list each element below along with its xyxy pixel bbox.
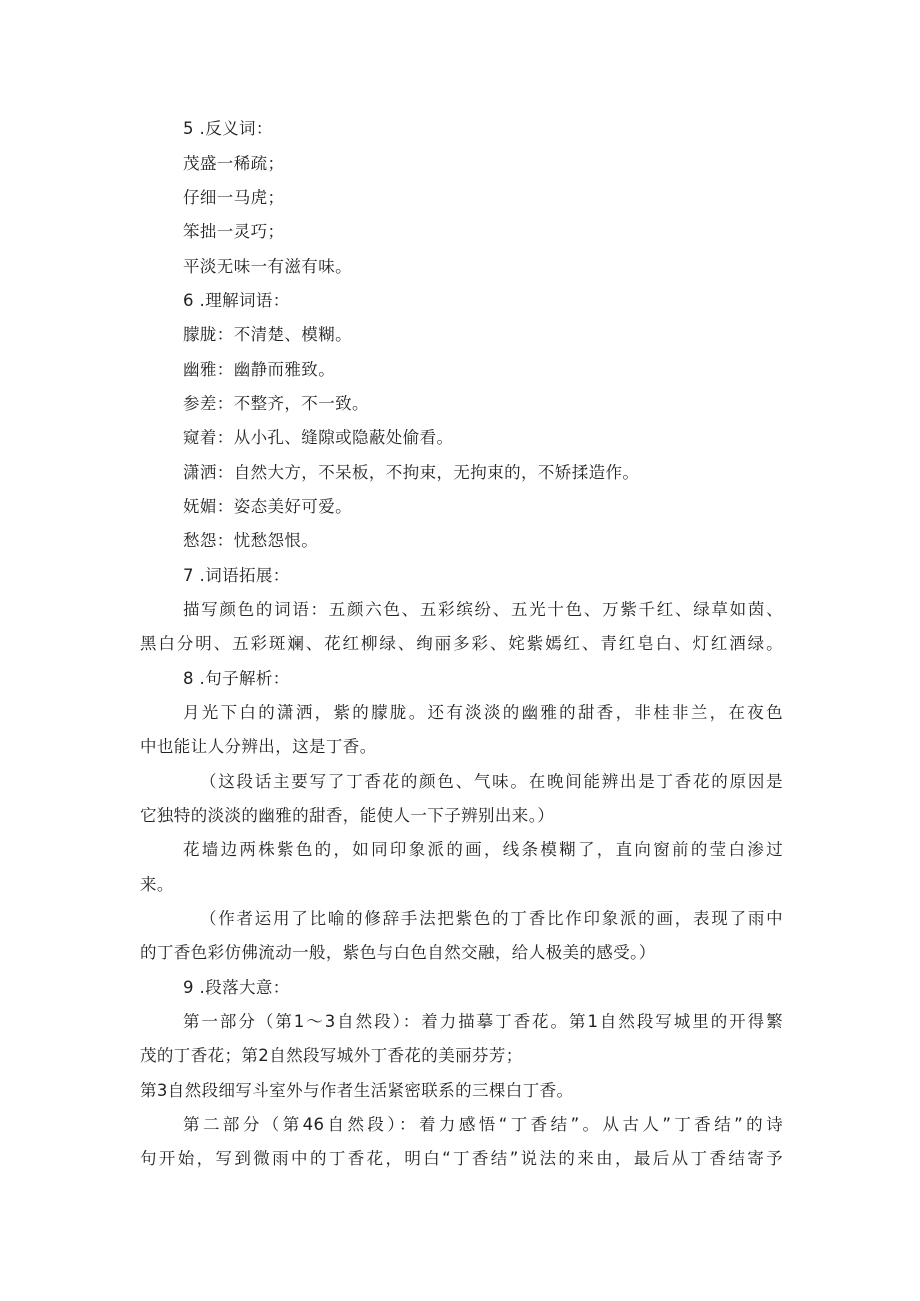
paragraph-line: 月光下白的潇洒，紫的朦胧。还有淡淡的幽雅的甜香，非桂非兰，在夜色 — [183, 703, 783, 722]
paragraph-line: 第二部分（第46自然段）：着力感悟“丁香结”。从古人”丁香结”的诗 — [183, 1115, 783, 1134]
paragraph-line: 描写颜色的词语：五颜六色、五彩缤纷、五光十色、万紫千红、绿草如茵、 — [183, 600, 783, 619]
antonym-line: 仔细一马虎； — [183, 188, 285, 207]
analysis-note-line: 它独特的淡淡的幽雅的甜香，能使人一下子辨别出来。） — [140, 806, 555, 825]
section-heading-word-meanings: 6 .理解词语： — [183, 291, 290, 310]
antonym-line: 平淡无味一有滋有味。 — [183, 257, 352, 276]
word-meaning-line: 幽雅：幽静而雅致。 — [183, 360, 336, 379]
word-meaning-line: 窥着：从小孔、缝隙或隐蔽处偷看。 — [183, 428, 454, 447]
analysis-note-line: （作者运用了比喻的修辞手法把紫色的丁香比作印象派的画，表现了雨中 — [200, 909, 783, 928]
section-heading-word-expansion: 7 .词语拓展： — [183, 566, 290, 585]
paragraph-line: 第一部分（第1〜3自然段）：着力描摹丁香花。第1自然段写城里的开得繁 — [183, 1012, 783, 1031]
paragraph-line: 黑白分明、五彩斑斓、花红柳绿、绚丽多彩、姹紫嫣红、青红皂白、灯红酒绿。 — [140, 634, 783, 653]
word-meaning-line: 潇洒：自然大方，不呆板，不拘束，无拘束的，不矫揉造作。 — [183, 463, 640, 482]
analysis-note-line: 的丁香色彩仿佛流动一般，紫色与白色自然交融，给人极美的感受。） — [140, 943, 656, 962]
section-heading-antonyms: 5 .反义词： — [183, 119, 273, 138]
paragraph-line: 来。 — [140, 875, 174, 894]
paragraph-line: 句开始，写到微雨中的丁香花，明白“丁香结”说法的来由，最后从丁香结寄予 — [140, 1149, 783, 1168]
paragraph-line: 中也能让人分辨出，这是丁香。 — [140, 737, 377, 756]
word-meaning-line: 朦胧：不清楚、模糊。 — [183, 325, 352, 344]
section-heading-paragraph-summary: 9 .段落大意： — [183, 978, 290, 997]
word-meaning-line: 愁怨：忧愁怨恨。 — [183, 531, 319, 550]
word-meaning-line: 参差：不整齐，不一致。 — [183, 394, 369, 413]
paragraph-line: 花墙边两株紫色的，如同印象派的画，线条模糊了，直向窗前的莹白渗过 — [183, 840, 783, 859]
antonym-line: 笨拙一灵巧； — [183, 222, 285, 241]
paragraph-line: 茂的丁香花；第2自然段写城外丁香花的美丽芬芳； — [140, 1046, 523, 1065]
word-meaning-line: 妩媚：姿态美好可爱。 — [183, 497, 352, 516]
section-heading-sentence-analysis: 8 .句子解析： — [183, 669, 290, 688]
antonym-line: 茂盛一稀疏； — [183, 154, 285, 173]
paragraph-line: 第3自然段细写斗室外与作者生活紧密联系的三棵白丁香。 — [140, 1081, 574, 1100]
analysis-note-line: （这段话主要写了丁香花的颜色、气味。在晚间能辨出是丁香花的原因是 — [200, 772, 783, 791]
